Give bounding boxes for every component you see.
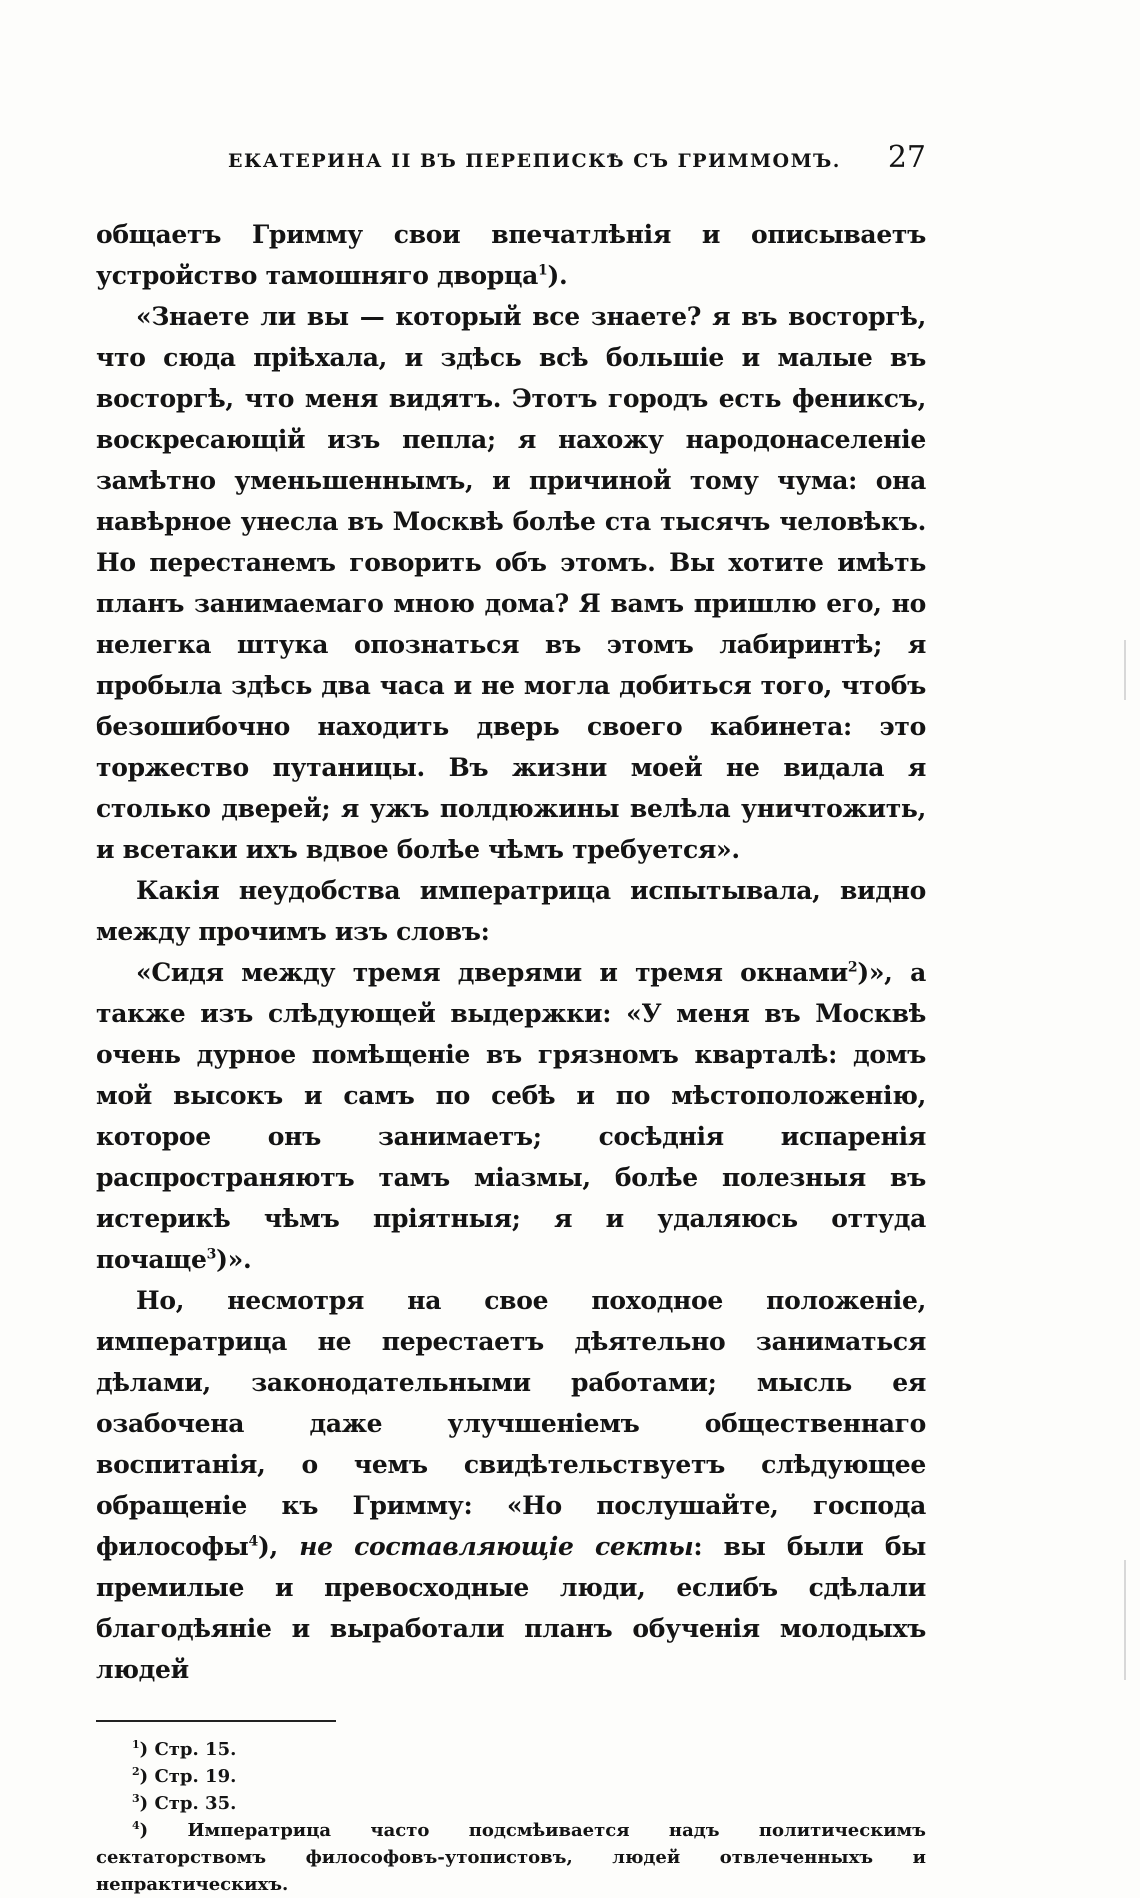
footnote-1 bbox=[96, 1736, 926, 1763]
footnotes bbox=[96, 1736, 926, 1898]
footnote-number: 4 bbox=[132, 1819, 140, 1832]
scan-edge-mark bbox=[1124, 640, 1126, 700]
footnote-ref-2: 2 bbox=[847, 959, 858, 976]
paragraph-5-italic: не составляющіе секты bbox=[299, 1532, 694, 1561]
paragraph-5 bbox=[96, 1280, 926, 1690]
running-title: ЕКАТЕРИНА II ВЪ ПЕРЕПИСКѢ СЪ ГРИММОМЪ. bbox=[228, 150, 841, 172]
paragraph-4 bbox=[96, 952, 926, 1280]
paragraph-3: Какія неудобства императрица испытывала, видно между прочимъ изъ словъ: bbox=[96, 876, 926, 946]
footnote-number: 1 bbox=[132, 1738, 140, 1751]
paragraph-4-text-c: )». bbox=[216, 1245, 252, 1274]
paragraph-4-text-b: )», а также изъ слѣдующей выдержки: «У меня въ Москвѣ очень дурное помѣщеніе въ грязномъ кварталѣ: домъ мой высокъ и самъ по себѣ и по мѣстоположенію, которое онъ занимаетъ; сосѣднія испаренія распространяютъ тамъ міазмы, болѣе полезныя въ истерикѣ чѣмъ пріятныя; я и удаляюсь оттуда почаще bbox=[96, 958, 926, 1274]
footnote-ref-3: 3 bbox=[206, 1246, 217, 1263]
footnote-text: ) Стр. 15. bbox=[139, 1739, 237, 1760]
footnote-text: ) Императрица часто подсмѣивается надъ политическимъ сектаторствомъ философовъ-утопистовъ, людей отвлеченныхъ и непрактическихъ. bbox=[96, 1820, 926, 1895]
paragraph-5-text-c: : вы были бы премилые и превосходные люди, еслибъ сдѣлали благодѣяніе и выработали планъ обученія молодыхъ людей bbox=[96, 1532, 926, 1684]
footnote-4 bbox=[96, 1817, 926, 1898]
body-text bbox=[96, 214, 926, 1690]
book-page bbox=[96, 140, 926, 1898]
footnote-number: 2 bbox=[132, 1765, 140, 1778]
footnote-3 bbox=[96, 1790, 926, 1817]
paragraph-1-end: ). bbox=[547, 261, 568, 290]
paragraph-5-text-a: Но, несмотря на свое походное положеніе, императрица не перестаетъ дѣятельно заниматься дѣлами, законодательными работами; мысль ея озабочена даже улучшеніемъ общественнаго воспитанія, о чемъ свидѣтельствуетъ слѣдующее обращеніе къ Гримму: «Но послушайте, господа философы bbox=[96, 1286, 926, 1561]
paragraph-1-text: общаетъ Гримму свои впечатлѣнія и описываетъ устройство тамошняго дворца bbox=[96, 220, 926, 290]
page-header bbox=[96, 140, 926, 196]
paragraph-4-text-a: «Сидя между тремя дверями и тремя окнами bbox=[136, 958, 848, 987]
footnote-2 bbox=[96, 1763, 926, 1790]
paragraph-5-text-b: ), bbox=[257, 1532, 300, 1561]
footnote-ref-4: 4 bbox=[248, 1533, 258, 1550]
paragraph-1 bbox=[96, 214, 926, 296]
footnote-divider bbox=[96, 1720, 336, 1722]
scan-edge-mark bbox=[1124, 1560, 1126, 1680]
footnote-number: 3 bbox=[132, 1792, 140, 1805]
footnote-text: ) Стр. 19. bbox=[139, 1766, 237, 1787]
footnote-ref-1: 1 bbox=[538, 262, 548, 279]
footnote-text: ) Стр. 35. bbox=[139, 1793, 237, 1814]
paragraph-2: «Знаете ли вы — который все знаете? я въ восторгѣ, что сюда пріѣхала, и здѣсь всѣ большіе и малые въ восторгѣ, что меня видятъ. Этотъ городъ есть фениксъ, воскресающій изъ пепла; я нахожу народонаселеніе замѣтно уменьшеннымъ, и причиной тому чума: она навѣрное унесла въ Москвѣ болѣе ста тысячъ человѣкъ. Но перестанемъ говорить объ этомъ. Вы хотите имѣть планъ занимаемаго мною дома? Я вамъ пришлю его, но нелегка штука опознаться въ этомъ лабиринтѣ; я пробыла здѣсь два часа и не могла добиться того, чтобъ безошибочно находить дверь своего кабинета: это торжество путаницы. Въ жизни моей не видала я столько дверей; я ужъ полдюжины велѣла уничтожить, и всетаки ихъ вдвое болѣе чѣмъ требуется». bbox=[96, 302, 926, 864]
page-number: 27 bbox=[887, 140, 926, 175]
